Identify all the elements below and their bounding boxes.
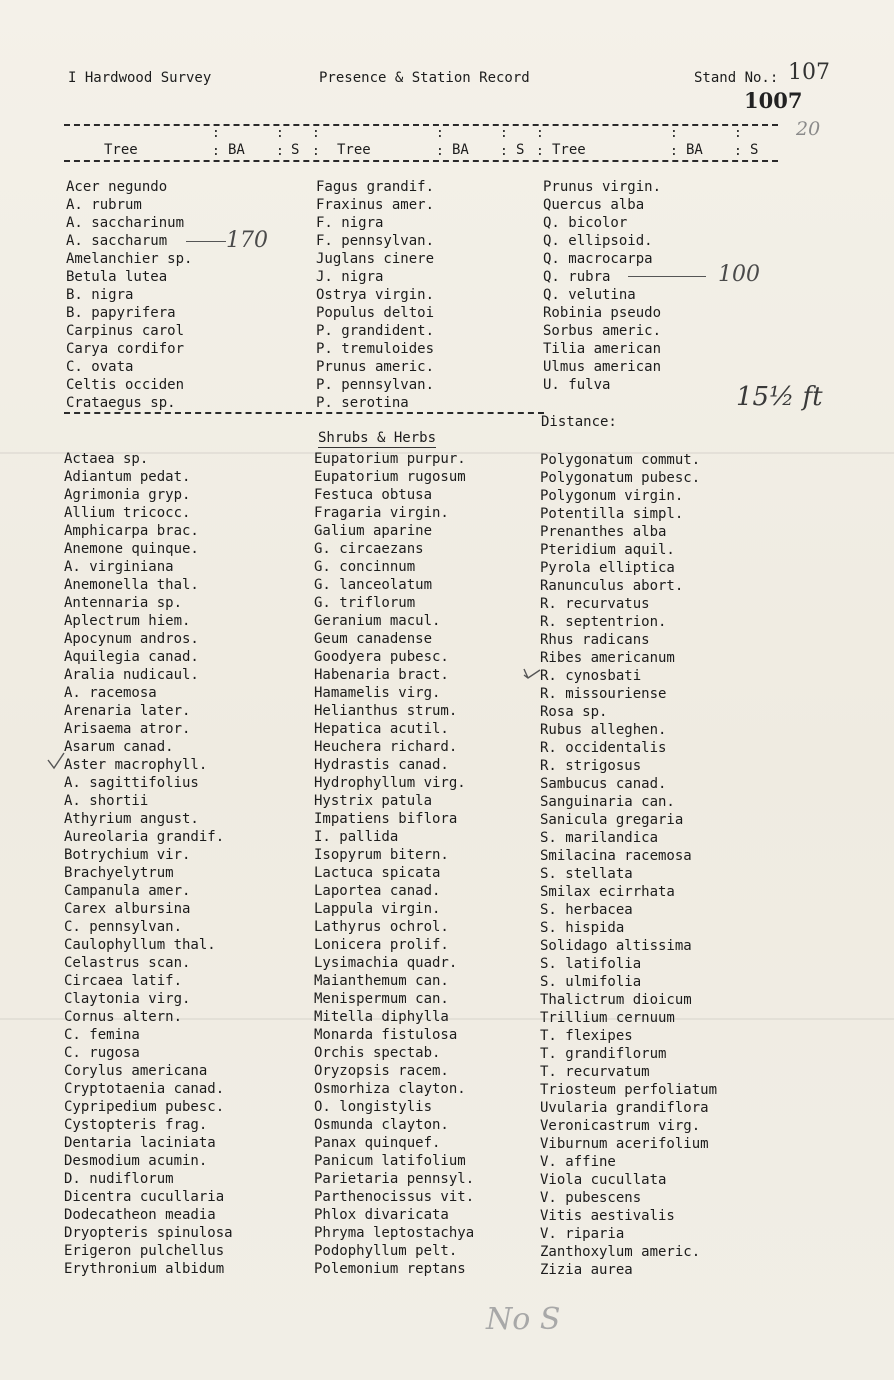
herb-list-2 <box>314 450 474 1278</box>
list-item: Osmorhiza clayton. <box>314 1081 466 1097</box>
list-item: C. pennsylvan. <box>64 919 183 935</box>
list-item: Carex albursina <box>64 901 191 917</box>
list-item: Carpinus carol <box>66 323 185 339</box>
list-item: P. tremuloides <box>316 341 435 357</box>
list-item: Circaea latif. <box>64 973 183 989</box>
list-item: Panax quinquef. <box>314 1135 441 1151</box>
checkmark-icon <box>46 752 66 770</box>
list-item: Prenanthes alba <box>540 524 667 540</box>
list-item: Fagus grandif. <box>316 179 435 195</box>
list-item: A. racemosa <box>64 685 157 701</box>
list-item: Dryopteris spinulosa <box>64 1225 233 1241</box>
list-item: Ranunculus abort. <box>540 578 684 594</box>
list-item: Carya cordifor <box>66 341 185 357</box>
list-item: V. affine <box>540 1154 616 1170</box>
list-item: Arisaema atror. <box>64 721 191 737</box>
herb-list-1 <box>64 450 233 1278</box>
tree-header-2: Tree <box>337 142 371 158</box>
list-item: Festuca obtusa <box>314 487 433 503</box>
column-separator: : <box>312 144 320 159</box>
list-item: S. herbacea <box>540 902 633 918</box>
list-item: Parietaria pennsyl. <box>314 1171 475 1187</box>
list-item: Fraxinus amer. <box>316 197 435 213</box>
list-item: Monarda fistulosa <box>314 1027 458 1043</box>
list-item: Pyrola elliptica <box>540 560 675 576</box>
list-item: Lonicera prolif. <box>314 937 449 953</box>
list-item: Cornus altern. <box>64 1009 183 1025</box>
list-item: Thalictrum dioicum <box>540 992 692 1008</box>
list-item: Lactuca spicata <box>314 865 441 881</box>
list-item: Celastrus scan. <box>64 955 191 971</box>
list-item: R. septentrion. <box>540 614 667 630</box>
list-item: S. hispida <box>540 920 625 936</box>
column-separator: : <box>500 144 508 159</box>
tree-list-1 <box>66 178 192 412</box>
list-item: A. sagittifolius <box>64 775 199 791</box>
list-item: I. pallida <box>314 829 399 845</box>
column-separator: : <box>212 144 220 159</box>
shrubs-herbs-heading: Shrubs & Herbs <box>318 430 437 446</box>
list-item: Asarum canad. <box>64 739 174 755</box>
list-item: Polygonatum commut. <box>540 452 701 468</box>
list-item: Populus deltoi <box>316 305 435 321</box>
column-separator: : <box>670 126 678 141</box>
list-item: Impatiens biflora <box>314 811 458 827</box>
list-item: C. ovata <box>66 359 134 375</box>
list-item: Aureolaria grandif. <box>64 829 225 845</box>
list-item: Q. macrocarpa <box>543 251 653 267</box>
pencil-note-20: 20 <box>796 118 821 140</box>
list-item: Q. bicolor <box>543 215 628 231</box>
distance-label: Distance: <box>541 414 617 430</box>
list-item: R. cynosbati <box>540 668 642 684</box>
list-item: Campanula amer. <box>64 883 191 899</box>
list-item: T. grandiflorum <box>540 1046 667 1062</box>
list-item: Dentaria laciniata <box>64 1135 216 1151</box>
list-item: F. pennsylvan. <box>316 233 435 249</box>
tree-header-1: Tree <box>104 142 138 158</box>
list-item: F. nigra <box>316 215 384 231</box>
list-item: Amelanchier sp. <box>66 251 193 267</box>
list-item: Dicentra cucullaria <box>64 1189 225 1205</box>
list-item: Ribes americanum <box>540 650 675 666</box>
list-item: P. serotina <box>316 395 409 411</box>
list-item: Mitella diphylla <box>314 1009 449 1025</box>
column-separator: : <box>436 126 444 141</box>
list-item: Panicum latifolium <box>314 1153 466 1169</box>
list-item: Q. ellipsoid. <box>543 233 653 249</box>
list-item: Quercus alba <box>543 197 645 213</box>
list-item: Tilia american <box>543 341 662 357</box>
list-item: Viburnum acerifolium <box>540 1136 709 1152</box>
list-item: Polygonatum pubesc. <box>540 470 701 486</box>
list-item: V. riparia <box>540 1226 625 1242</box>
list-item: Lathyrus ochrol. <box>314 919 449 935</box>
list-item: Galium aparine <box>314 523 433 539</box>
list-item: G. triflorum <box>314 595 416 611</box>
list-item: Habenaria bract. <box>314 667 449 683</box>
list-item: Pteridium aquil. <box>540 542 675 558</box>
list-item: Botrychium vir. <box>64 847 191 863</box>
list-item: Zanthoxylum americ. <box>540 1244 701 1260</box>
list-item: Maianthemum can. <box>314 973 449 989</box>
list-item: Potentilla simpl. <box>540 506 684 522</box>
list-item: Phlox divaricata <box>314 1207 449 1223</box>
column-separator: : <box>276 126 284 141</box>
column-separator: : <box>276 144 284 159</box>
list-item: Apocynum andros. <box>64 631 199 647</box>
list-item: Cypripedium pubesc. <box>64 1099 225 1115</box>
list-item: S. latifolia <box>540 956 642 972</box>
column-separator: : <box>536 144 544 159</box>
list-item: O. longistylis <box>314 1099 433 1115</box>
list-item: Desmodium acumin. <box>64 1153 208 1169</box>
list-item: Robinia pseudo <box>543 305 662 321</box>
stand-number-alt: 1007 <box>744 88 803 113</box>
tree-list-3 <box>543 178 661 394</box>
list-item: Aster macrophyll. <box>64 757 208 773</box>
list-item: Rosa sp. <box>540 704 608 720</box>
list-item: Hydrophyllum virg. <box>314 775 466 791</box>
ba-header-2: BA <box>452 142 469 158</box>
distance-value: 15½ ft <box>736 382 823 412</box>
list-item: Sanicula gregaria <box>540 812 684 828</box>
list-item: Athyrium angust. <box>64 811 199 827</box>
list-item: S. ulmifolia <box>540 974 642 990</box>
list-item: Eupatorium rugosum <box>314 469 466 485</box>
column-separator: : <box>500 126 508 141</box>
stand-number: 107 <box>788 60 830 85</box>
list-item: Caulophyllum thal. <box>64 937 216 953</box>
list-item: P. pennsylvan. <box>316 377 435 393</box>
list-item: Menispermum can. <box>314 991 449 1007</box>
list-item: Corylus americana <box>64 1063 208 1079</box>
list-item: Geranium macul. <box>314 613 441 629</box>
list-item: G. circaezans <box>314 541 424 557</box>
list-item: Veronicastrum virg. <box>540 1118 701 1134</box>
list-item: T. flexipes <box>540 1028 633 1044</box>
list-item: Podophyllum pelt. <box>314 1243 458 1259</box>
list-item: Hamamelis virg. <box>314 685 441 701</box>
list-item: Triosteum perfoliatum <box>540 1082 718 1098</box>
list-item: B. papyrifera <box>66 305 176 321</box>
list-item: Anemone quinque. <box>64 541 199 557</box>
list-item: Rhus radicans <box>540 632 650 648</box>
list-item: Dodecatheon meadia <box>64 1207 216 1223</box>
list-item: A. rubrum <box>66 197 142 213</box>
list-item: V. pubescens <box>540 1190 642 1206</box>
list-item: Smilax ecirrhata <box>540 884 675 900</box>
list-item: U. fulva <box>543 377 611 393</box>
list-item: Orchis spectab. <box>314 1045 441 1061</box>
list-item: Arenaria later. <box>64 703 191 719</box>
list-item: Celtis occiden <box>66 377 185 393</box>
list-item: Agrimonia gryp. <box>64 487 191 503</box>
list-item: Aquilegia canad. <box>64 649 199 665</box>
list-item: Phryma leptostachya <box>314 1225 475 1241</box>
list-item: Erythronium albidum <box>64 1261 225 1277</box>
list-item: C. rugosa <box>64 1045 140 1061</box>
list-item: A. shortii <box>64 793 149 809</box>
list-item: Smilacina racemosa <box>540 848 692 864</box>
tree-section-rule <box>64 412 544 414</box>
list-item: J. nigra <box>316 269 384 285</box>
list-item: Parthenocissus vit. <box>314 1189 475 1205</box>
header-rule-bottom <box>64 160 778 162</box>
pencil-line <box>628 276 706 277</box>
list-item: R. missouriense <box>540 686 667 702</box>
list-item: A. saccharum <box>66 233 168 249</box>
acer-saccharum-ba: 170 <box>226 228 268 253</box>
list-item: Hydrastis canad. <box>314 757 449 773</box>
pencil-note-footer: No S <box>486 1302 561 1337</box>
list-item: Oryzopsis racem. <box>314 1063 449 1079</box>
list-item: Rubus alleghen. <box>540 722 667 738</box>
list-item: Actaea sp. <box>64 451 149 467</box>
list-item: Betula lutea <box>66 269 168 285</box>
list-item: Cryptotaenia canad. <box>64 1081 225 1097</box>
list-item: Geum canadense <box>314 631 433 647</box>
list-item: Trillium cernuum <box>540 1010 675 1026</box>
list-item: Polygonum virgin. <box>540 488 684 504</box>
list-item: Uvularia grandiflora <box>540 1100 709 1116</box>
list-item: Crataegus sp. <box>66 395 176 411</box>
list-item: Heuchera richard. <box>314 739 458 755</box>
list-item: Helianthus strum. <box>314 703 458 719</box>
list-item: Sambucus canad. <box>540 776 667 792</box>
list-item: Polemonium reptans <box>314 1261 466 1277</box>
list-item: Ulmus american <box>543 359 662 375</box>
list-item: R. strigosus <box>540 758 642 774</box>
list-item: Hepatica acutil. <box>314 721 449 737</box>
tree-header-3: Tree <box>552 142 586 158</box>
list-item: Aralia nudicaul. <box>64 667 199 683</box>
list-item: Hystrix patula <box>314 793 433 809</box>
list-item: Amphicarpa brac. <box>64 523 199 539</box>
list-item: Anemonella thal. <box>64 577 199 593</box>
list-item: Cystopteris frag. <box>64 1117 208 1133</box>
pencil-line <box>186 241 226 242</box>
list-item: D. nudiflorum <box>64 1171 174 1187</box>
list-item: Viola cucullata <box>540 1172 667 1188</box>
list-item: Claytonia virg. <box>64 991 191 1007</box>
list-item: Isopyrum bitern. <box>314 847 449 863</box>
list-item: C. femina <box>64 1027 140 1043</box>
s-header-2: S <box>516 142 525 158</box>
list-item: Laportea canad. <box>314 883 441 899</box>
list-item: Fragaria virgin. <box>314 505 449 521</box>
list-item: Eupatorium purpur. <box>314 451 466 467</box>
column-separator: : <box>536 126 544 141</box>
list-item: Allium tricocc. <box>64 505 191 521</box>
list-item: Aplectrum hiem. <box>64 613 191 629</box>
list-item: Goodyera pubesc. <box>314 649 449 665</box>
list-item: P. grandident. <box>316 323 435 339</box>
list-item: Vitis aestivalis <box>540 1208 675 1224</box>
column-separator: : <box>212 126 220 141</box>
list-item: Brachyelytrum <box>64 865 174 881</box>
list-item: Osmunda clayton. <box>314 1117 449 1133</box>
column-separator: : <box>734 144 742 159</box>
column-separator: : <box>670 144 678 159</box>
list-item: Antennaria sp. <box>64 595 183 611</box>
list-item: Q. rubra <box>543 269 611 285</box>
list-item: Sorbus americ. <box>543 323 662 339</box>
list-item: S. stellata <box>540 866 633 882</box>
survey-title: I Hardwood Survey <box>68 70 212 86</box>
record-title: Presence & Station Record <box>319 70 530 86</box>
s-header-3: S <box>750 142 759 158</box>
list-item: G. concinnum <box>314 559 416 575</box>
tree-list-2 <box>316 178 434 412</box>
list-item: T. recurvatum <box>540 1064 650 1080</box>
column-separator: : <box>734 126 742 141</box>
column-separator: : <box>436 144 444 159</box>
list-item: A. saccharinum <box>66 215 185 231</box>
checkmark-icon <box>522 667 542 681</box>
list-item: R. recurvatus <box>540 596 650 612</box>
list-item: Lappula virgin. <box>314 901 441 917</box>
list-item: Solidago altissima <box>540 938 692 954</box>
ba-header-1: BA <box>228 142 245 158</box>
s-header-1: S <box>291 142 300 158</box>
list-item: Zizia aurea <box>540 1262 633 1278</box>
list-item: B. nigra <box>66 287 134 303</box>
list-item: Juglans cinere <box>316 251 435 267</box>
list-item: Q. velutina <box>543 287 636 303</box>
quercus-rubra-ba: 100 <box>718 262 760 287</box>
stand-label: Stand No.: <box>694 70 779 86</box>
list-item: Lysimachia quadr. <box>314 955 458 971</box>
list-item: G. lanceolatum <box>314 577 433 593</box>
list-item: R. occidentalis <box>540 740 667 756</box>
herb-list-3 <box>540 451 717 1279</box>
list-item: Ostrya virgin. <box>316 287 435 303</box>
list-item: Acer negundo <box>66 179 168 195</box>
list-item: Erigeron pulchellus <box>64 1243 225 1259</box>
column-separator: : <box>312 126 320 141</box>
list-item: Prunus americ. <box>316 359 435 375</box>
list-item: A. virginiana <box>64 559 174 575</box>
list-item: S. marilandica <box>540 830 659 846</box>
list-item: Prunus virgin. <box>543 179 662 195</box>
list-item: Sanguinaria can. <box>540 794 675 810</box>
list-item: Adiantum pedat. <box>64 469 191 485</box>
ba-header-3: BA <box>686 142 703 158</box>
